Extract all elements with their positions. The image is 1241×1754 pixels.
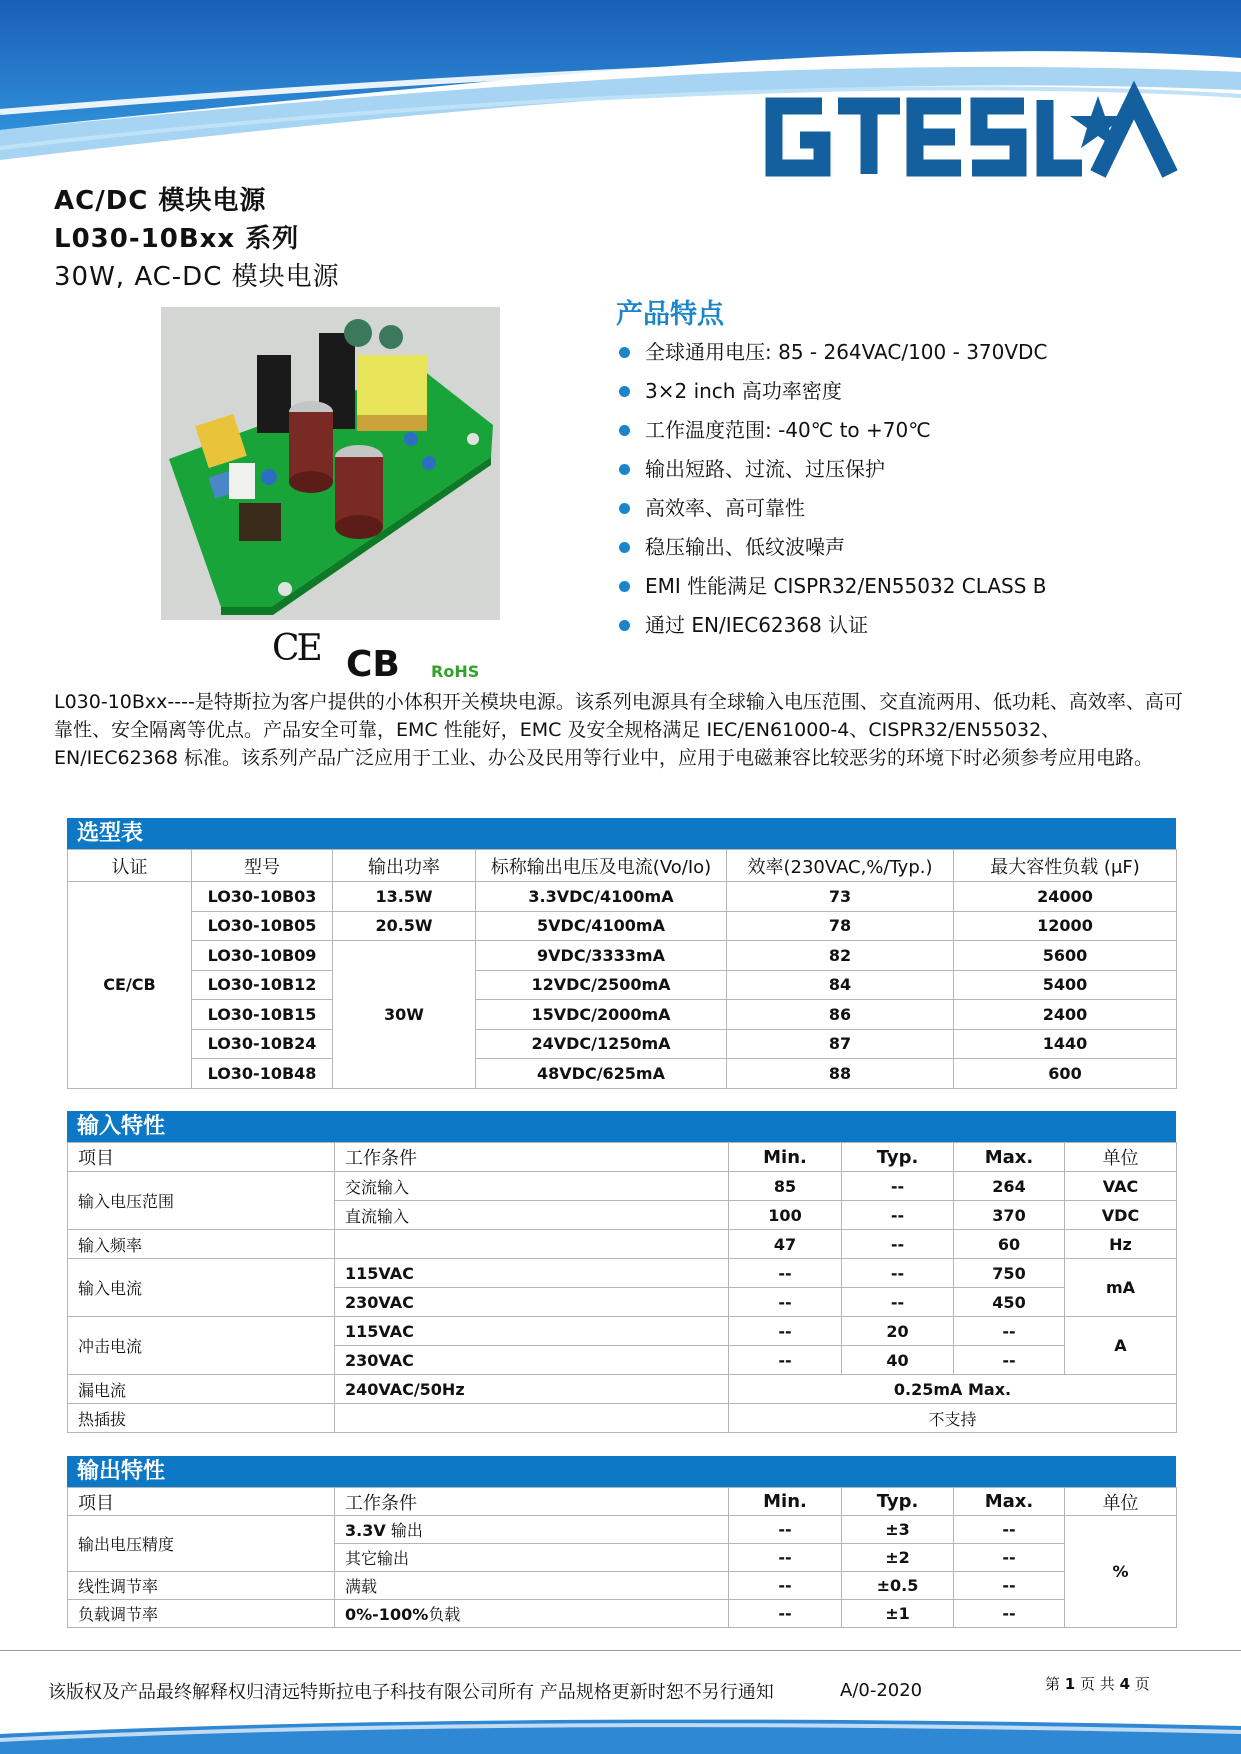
- item-cell: 线性调节率: [68, 1572, 335, 1600]
- column-header: Max.: [954, 1488, 1065, 1516]
- max-cell: 450: [954, 1288, 1065, 1317]
- column-header: 项目: [68, 1143, 335, 1172]
- table-row: [68, 941, 1177, 971]
- output-cell: 9VDC/3333mA: [476, 941, 727, 971]
- typ-cell: --: [842, 1288, 954, 1317]
- unit-cell: Hz: [1065, 1230, 1177, 1259]
- feature-item: 全球通用电压: 85 - 264VAC/100 - 370VDC: [618, 336, 1047, 375]
- max-cell: --: [954, 1346, 1065, 1375]
- feature-item: 输出短路、过流、过压保护: [618, 453, 1047, 492]
- cert-cell: CE/CB: [68, 882, 192, 1089]
- column-header: 认证: [68, 850, 192, 882]
- page-pre: 第: [1045, 1675, 1061, 1693]
- features-list: [618, 336, 1047, 648]
- table-row: [68, 1000, 1177, 1030]
- output-cell: 12VDC/2500mA: [476, 970, 727, 1000]
- output-spec-title: 输出特性: [67, 1456, 1176, 1487]
- efficiency-cell: 82: [727, 941, 954, 971]
- condition-cell: 240VAC/50Hz: [335, 1375, 729, 1404]
- unit-cell: VAC: [1065, 1172, 1177, 1201]
- column-header: 项目: [68, 1488, 335, 1516]
- capacitive-load-cell: 600: [954, 1059, 1177, 1089]
- condition-cell: 115VAC: [335, 1317, 729, 1346]
- page-post: 页: [1134, 1675, 1150, 1693]
- max-cell: 264: [954, 1172, 1065, 1201]
- power-cell: 20.5W: [333, 911, 476, 941]
- model-cell: LO30-10B24: [192, 1029, 333, 1059]
- feature-item: 高效率、高可靠性: [618, 492, 1047, 531]
- page-current: 1: [1064, 1675, 1076, 1693]
- min-cell: 85: [729, 1172, 842, 1201]
- max-cell: 370: [954, 1201, 1065, 1230]
- header-banner: [0, 0, 1241, 180]
- condition-cell: 交流输入: [335, 1172, 729, 1201]
- page-total: 4: [1119, 1675, 1131, 1693]
- item-cell: 输入电流: [68, 1259, 335, 1317]
- table-row: [68, 1029, 1177, 1059]
- page-mid: 页 共: [1080, 1675, 1115, 1693]
- item-cell: 负载调节率: [68, 1600, 335, 1628]
- table-row: [68, 882, 1177, 912]
- efficiency-cell: 73: [727, 882, 954, 912]
- min-cell: --: [729, 1600, 842, 1628]
- table-row: [68, 1572, 1177, 1600]
- column-header: Typ.: [842, 1488, 954, 1516]
- rohs-mark: RoHS: [431, 662, 480, 681]
- item-cell: 输入频率: [68, 1230, 335, 1259]
- min-cell: --: [729, 1317, 842, 1346]
- min-cell: 47: [729, 1230, 842, 1259]
- max-cell: --: [954, 1544, 1065, 1572]
- power-cell: 30W: [333, 941, 476, 1089]
- output-cell: 24VDC/1250mA: [476, 1029, 727, 1059]
- product-description: L030-10Bxx----是特斯拉为客户提供的小体积开关模块电源。该系列电源具有全球输入电压范围、交直流两用、低功耗、高效率、高可靠性、安全隔离等优点。产品安全可靠，EMC 性能好，EMC 及安全规格满足 IEC/EN61000-4、CISPR32/EN55032、EN/IEC62368 标准。该系列产品广泛应用于工业、办公及民用等行业中，应用于电磁兼容比较恶劣的环境下时必须参考应用电路。: [54, 691, 1183, 769]
- output-cell: 5VDC/4100mA: [476, 911, 727, 941]
- table-row: [68, 1375, 1177, 1404]
- table-header-row: [68, 1488, 1177, 1516]
- column-header: 工作条件: [335, 1143, 729, 1172]
- min-cell: --: [729, 1288, 842, 1317]
- input-spec-table: [67, 1142, 1177, 1433]
- output-cell: 48VDC/625mA: [476, 1059, 727, 1089]
- table-row: [68, 1230, 1177, 1259]
- column-header: 单位: [1065, 1488, 1177, 1516]
- column-header: 型号: [192, 850, 333, 882]
- item-cell: 输出电压精度: [68, 1516, 335, 1572]
- feature-item: EMI 性能满足 CISPR32/EN55032 CLASS B: [618, 570, 1047, 609]
- max-cell: --: [954, 1572, 1065, 1600]
- table-header-row: [68, 850, 1177, 882]
- capacitive-load-cell: 24000: [954, 882, 1177, 912]
- typ-cell: ±3: [842, 1516, 954, 1544]
- product-category-title: AC/DC 模块电源: [54, 186, 267, 216]
- typ-cell: --: [842, 1230, 954, 1259]
- condition-cell: [335, 1230, 729, 1259]
- table-row: [68, 1516, 1177, 1544]
- max-cell: --: [954, 1516, 1065, 1544]
- condition-cell: 其它输出: [335, 1544, 729, 1572]
- footer-wave: [0, 1710, 1241, 1754]
- condition-text: 负载: [428, 1605, 461, 1624]
- capacitive-load-cell: 12000: [954, 911, 1177, 941]
- table-header-row: [68, 1143, 1177, 1172]
- table-row: [68, 911, 1177, 941]
- output-spec-section: [67, 1456, 1176, 1628]
- column-header: 标称输出电压及电流(Vo/Io): [476, 850, 727, 882]
- selection-table-title: 选型表: [67, 818, 1176, 849]
- capacitive-load-cell: 1440: [954, 1029, 1177, 1059]
- min-cell: --: [729, 1259, 842, 1288]
- item-cell: 热插拔: [68, 1404, 335, 1433]
- typ-cell: ±1: [842, 1600, 954, 1628]
- feature-item: 工作温度范围: -40℃ to +70℃: [618, 414, 1047, 453]
- unit-cell: mA: [1065, 1259, 1177, 1317]
- cb-mark: CB: [346, 644, 400, 685]
- condition-cell: 满载: [335, 1572, 729, 1600]
- column-header: 单位: [1065, 1143, 1177, 1172]
- column-header: Max.: [954, 1143, 1065, 1172]
- unit-cell: A: [1065, 1317, 1177, 1375]
- condition-cell: 230VAC: [335, 1346, 729, 1375]
- condition-cell: 直流输入: [335, 1201, 729, 1230]
- min-cell: --: [729, 1516, 842, 1544]
- unit-cell: VDC: [1065, 1201, 1177, 1230]
- value-cell: 0.25mA Max.: [729, 1375, 1177, 1404]
- condition-cell: 115VAC: [335, 1259, 729, 1288]
- footer-version: A/0-2020: [840, 1680, 923, 1701]
- max-cell: 60: [954, 1230, 1065, 1259]
- table-row: [68, 970, 1177, 1000]
- item-cell: 输入电压范围: [68, 1172, 335, 1230]
- condition-text: 输出: [385, 1521, 423, 1540]
- capacitive-load-cell: 2400: [954, 1000, 1177, 1030]
- capacitive-load-cell: 5400: [954, 970, 1177, 1000]
- condition-bold: 3.3V: [345, 1521, 386, 1540]
- max-cell: --: [954, 1600, 1065, 1628]
- product-photo: [161, 307, 500, 620]
- efficiency-cell: 88: [727, 1059, 954, 1089]
- model-cell: LO30-10B12: [192, 970, 333, 1000]
- model-cell: LO30-10B05: [192, 911, 333, 941]
- typ-cell: 20: [842, 1317, 954, 1346]
- efficiency-cell: 87: [727, 1029, 954, 1059]
- column-header: 最大容性负载 (μF): [954, 850, 1177, 882]
- feature-item: 3×2 inch 高功率密度: [618, 375, 1047, 414]
- efficiency-cell: 86: [727, 1000, 954, 1030]
- selection-table: [67, 849, 1177, 1089]
- typ-cell: --: [842, 1201, 954, 1230]
- condition-cell: [335, 1516, 729, 1544]
- table-row: [68, 1600, 1177, 1628]
- output-cell: 15VDC/2000mA: [476, 1000, 727, 1030]
- footer-copyright: 该版权及产品最终解释权归清远特斯拉电子科技有限公司所有 产品规格更新时恕不另行通知: [48, 1682, 774, 1703]
- table-row: [68, 1404, 1177, 1433]
- value-cell: 不支持: [729, 1404, 1177, 1433]
- column-header: Typ.: [842, 1143, 954, 1172]
- typ-cell: ±2: [842, 1544, 954, 1572]
- column-header: 效率(230VAC,%/Typ.): [727, 850, 954, 882]
- footer-divider: [0, 1650, 1241, 1651]
- model-cell: LO30-10B09: [192, 941, 333, 971]
- efficiency-cell: 78: [727, 911, 954, 941]
- product-series-title: L030-10Bxx 系列: [54, 224, 300, 254]
- efficiency-cell: 84: [727, 970, 954, 1000]
- item-cell: 漏电流: [68, 1375, 335, 1404]
- condition-cell: [335, 1404, 729, 1433]
- condition-cell: [335, 1600, 729, 1628]
- min-cell: --: [729, 1544, 842, 1572]
- table-row: [68, 1259, 1177, 1288]
- table-row: [68, 1172, 1177, 1201]
- page-number: [1045, 1673, 1150, 1694]
- features-heading: 产品特点: [616, 299, 724, 330]
- feature-item: 稳压输出、低纹波噪声: [618, 531, 1047, 570]
- max-cell: --: [954, 1317, 1065, 1346]
- feature-item: 通过 EN/IEC62368 认证: [618, 609, 1047, 648]
- column-header: 工作条件: [335, 1488, 729, 1516]
- item-cell: 冲击电流: [68, 1317, 335, 1375]
- min-cell: 100: [729, 1201, 842, 1230]
- input-spec-section: [67, 1111, 1176, 1433]
- model-cell: LO30-10B03: [192, 882, 333, 912]
- output-cell: 3.3VDC/4100mA: [476, 882, 727, 912]
- max-cell: 750: [954, 1259, 1065, 1288]
- table-row: [68, 1059, 1177, 1089]
- min-cell: --: [729, 1572, 842, 1600]
- min-cell: --: [729, 1346, 842, 1375]
- capacitive-load-cell: 5600: [954, 941, 1177, 971]
- typ-cell: --: [842, 1172, 954, 1201]
- column-header: Min.: [729, 1488, 842, 1516]
- output-spec-table: [67, 1487, 1177, 1628]
- typ-cell: 40: [842, 1346, 954, 1375]
- product-subtitle: 30W, AC-DC 模块电源: [54, 262, 340, 292]
- model-cell: LO30-10B48: [192, 1059, 333, 1089]
- input-spec-title: 输入特性: [67, 1111, 1176, 1142]
- model-cell: LO30-10B15: [192, 1000, 333, 1030]
- condition-bold: 0%-100%: [345, 1605, 429, 1624]
- typ-cell: --: [842, 1259, 954, 1288]
- table-row: [68, 1317, 1177, 1346]
- condition-cell: 230VAC: [335, 1288, 729, 1317]
- column-header: Min.: [729, 1143, 842, 1172]
- power-cell: 13.5W: [333, 882, 476, 912]
- column-header: 输出功率: [333, 850, 476, 882]
- unit-cell: %: [1065, 1516, 1177, 1628]
- selection-table-section: [67, 818, 1176, 1089]
- ce-mark: CE: [272, 628, 320, 669]
- typ-cell: ±0.5: [842, 1572, 954, 1600]
